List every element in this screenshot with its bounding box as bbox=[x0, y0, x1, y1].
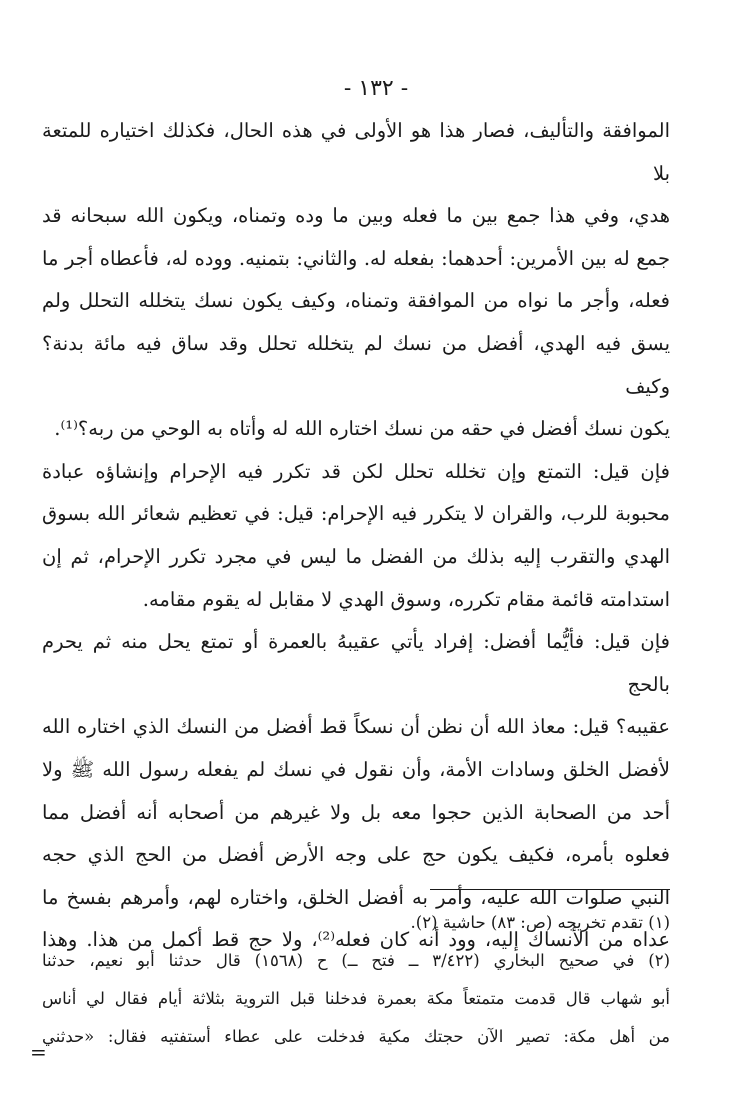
text-line: فعله، وأجر ما نواه من الموافقة وتمناه، وكيف يكون نسك يتخلله التحلل ولم bbox=[42, 289, 670, 313]
main-body-text bbox=[42, 110, 670, 962]
text-line: جمع له بين الأمرين: أحدهما: بفعله له. والثاني: بتمنيه. ووده له، فأعطاه أجر ما bbox=[42, 246, 670, 270]
text-line: يكون نسك أفضل في حقه من نسك اختاره الله له وأتاه به الوحي من ربه؟⁽¹⁾. bbox=[54, 417, 670, 441]
footnotes bbox=[42, 904, 670, 1056]
page-number: - ١٣٢ - bbox=[343, 76, 409, 101]
text-line: عقيبه؟ قيل: معاذ الله أن نظن أن نسكاً قط أفضل من النسك الذي اختاره الله bbox=[42, 715, 670, 739]
text-line: النبي صلوات الله عليه، وأمر به أفضل الخلق، واختاره لهم، وأمرهم بفسخ ما bbox=[42, 885, 670, 909]
footnote-2-line: أبو شهاب قال قدمت متمتعاً مكة بعمرة فدخلنا قبل التروية بثلاثة أيام فقال لي أناس bbox=[42, 989, 670, 1008]
footnote-divider bbox=[430, 889, 670, 890]
text-line: الموافقة والتأليف، فصار هذا هو الأولى في هذه الحال، فكذلك اختياره للمتعة بلا bbox=[42, 119, 670, 185]
text-line: هدي، وفي هذا جمع بين ما فعله وبين ما وده وتمناه، ويكون الله سبحانه قد bbox=[42, 204, 670, 228]
text-line: لأفضل الخلق وسادات الأمة، وأن نقول في نسك لم يفعله رسول الله ﷺ ولا bbox=[42, 757, 670, 781]
text-line: أحد من الصحابة الذين حجوا معه بل ولا غيرهم من أصحابه أنه أفضل مما bbox=[42, 800, 670, 824]
continuation-mark: = bbox=[30, 1040, 47, 1064]
footnote-2-line: (٢) في صحيح البخاري (٣/٤٢٢ ــ فتح ــ) ح (١٥٦٨) قال حدثنا أبو نعيم، حدثنا bbox=[42, 951, 670, 970]
footnote-1: (١) تقدم تخريجه (ص: ٨٣) حاشية (٢). bbox=[410, 913, 670, 932]
paragraph bbox=[42, 110, 670, 451]
text-line: محبوبة للرب، والقران لا يتكرر فيه الإحرام: قيل: في تعظيم شعائر الله بسوق bbox=[42, 502, 670, 526]
text-line: استدامته قائمة مقام تكرره، وسوق الهدي لا مقابل له يقوم مقامه. bbox=[142, 587, 670, 611]
text-line: يسق فيه الهدي، أفضل من نسك لم يتخلله تحلل وقد ساق فيه مائة بدنة؟ وكيف bbox=[42, 331, 670, 398]
text-line: عداه من الأنساك إليه، وود أنه كان فعله⁽²⁾، ولا حج قط أكمل من هذا. وهذا bbox=[42, 928, 670, 952]
text-line: فإن قيل: التمتع وإن تخلله تحلل لكن قد تكرر فيه الإحرام وإنشاؤه عبادة bbox=[42, 459, 670, 483]
text-line: فإن قيل: فأيُّما أفضل: إفراد يأتي عقيبهُ بالعمرة أو تمتع يحل منه ثم يحرم بالحج bbox=[42, 630, 670, 696]
text-line: الهدي والتقرب إليه بذلك من الفضل ما ليس في مجرد تكرر الإحرام، ثم إن bbox=[42, 544, 670, 568]
footnote-2-line: من أهل مكة: تصير الآن حجتك مكية فدخلت على عطاء أستفتيه فقال: «حدثني bbox=[42, 1027, 670, 1046]
paragraph bbox=[42, 451, 670, 621]
text-line: فعلوه بأمره، فكيف يكون حج على وجه الأرض أفضل من الحج الذي حجه bbox=[42, 843, 670, 867]
